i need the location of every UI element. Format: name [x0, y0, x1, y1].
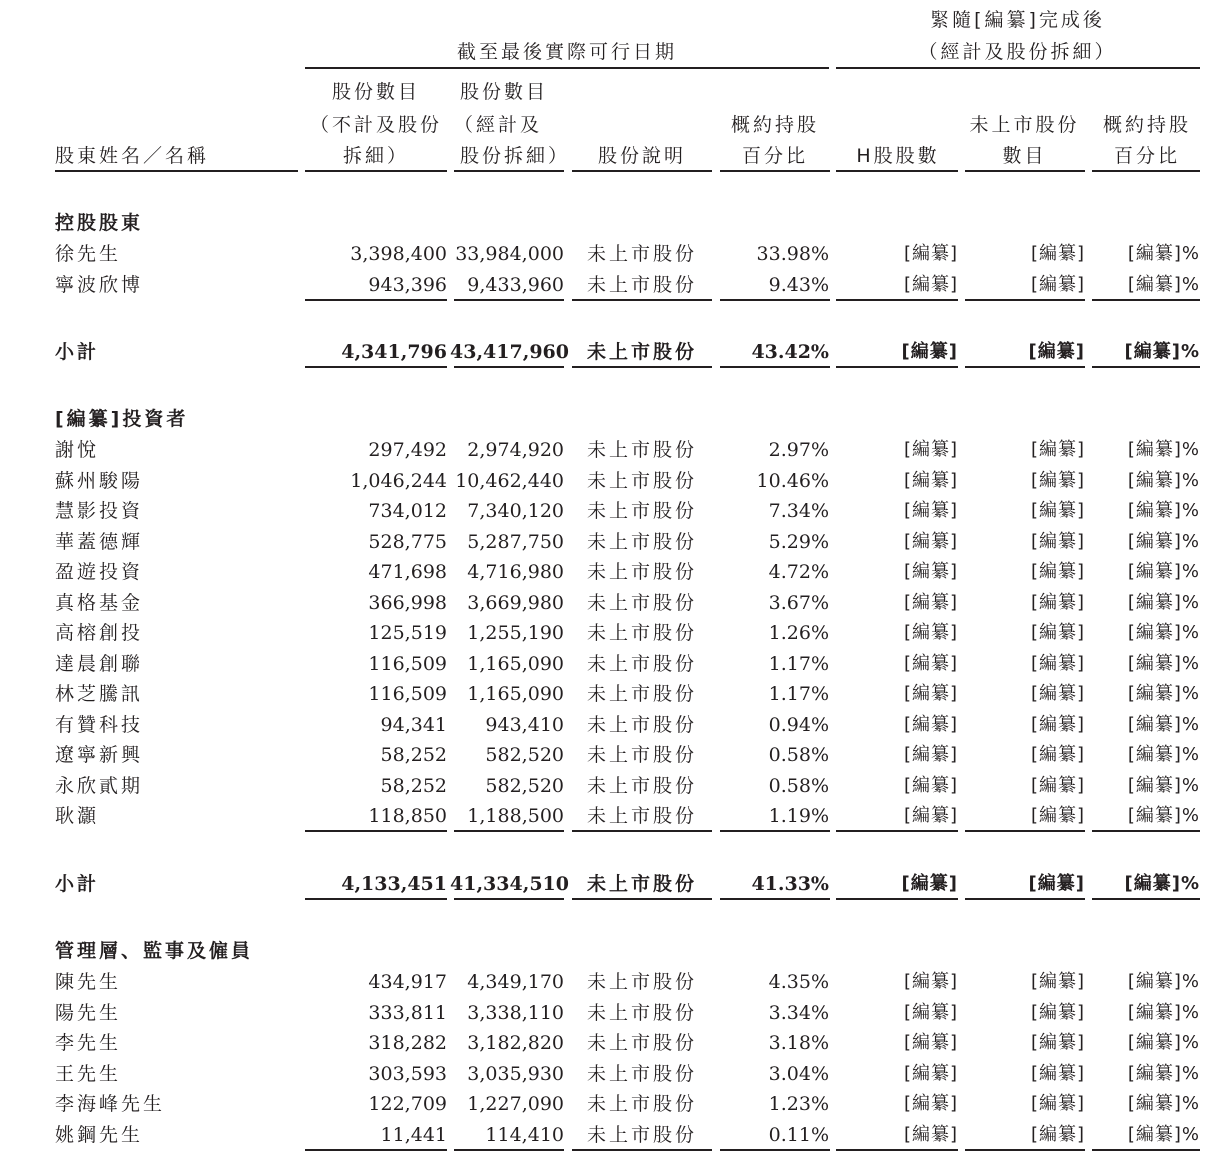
shares-before-split: 303,593	[368, 1062, 447, 1085]
shares-after-split: 943,410	[485, 713, 564, 736]
section-2-end-rule-1	[305, 830, 447, 832]
shareholding-percentage: 4.35%	[768, 971, 829, 993]
shares-after-split: 582,520	[485, 774, 564, 797]
h-shares-redacted: [編纂]	[903, 805, 958, 826]
header-col6-line1: 未上市股份	[969, 114, 1080, 136]
shares-before-split: 122,709	[368, 1093, 447, 1115]
shareholder-name: 陽先生	[55, 1001, 122, 1024]
share-description: 未上市股份	[586, 622, 697, 644]
section-3-end-rule-2	[454, 1149, 564, 1151]
shares-after-split: 582,520	[485, 744, 564, 766]
h-shares-redacted: [編纂]	[903, 469, 958, 491]
h-shares-redacted: [編纂]	[903, 530, 958, 552]
shareholder-name: 達晨創聯	[55, 652, 144, 675]
unlisted-shares-redacted: [編纂]	[1030, 683, 1085, 704]
shares-after-split: 1,255,190	[467, 622, 564, 644]
header-group-left: 截至最後實際可行日期	[456, 41, 677, 63]
section-2-end-rule-2	[454, 830, 564, 832]
shares-before-split: 125,519	[368, 622, 447, 644]
percentage-redacted: [編纂]%	[1127, 1062, 1200, 1084]
table-row	[0, 1028, 1206, 1058]
shares-after-split: 1,165,090	[467, 652, 564, 675]
shares-after-split: 5,287,750	[467, 530, 564, 553]
section-2-end-rule-7	[1092, 830, 1200, 832]
h-shares-redacted: [編纂]	[903, 1123, 958, 1145]
header-rule-col5	[836, 170, 958, 172]
unlisted-shares-redacted: [編纂]	[1030, 591, 1085, 613]
h-shares-redacted: [編纂]	[903, 273, 958, 295]
shareholder-name: 姚鋼先生	[55, 1123, 144, 1146]
shares-after-split: 4,716,980	[467, 561, 564, 583]
table-row	[0, 618, 1206, 648]
shares-before-split: 528,775	[368, 530, 447, 553]
percentage-redacted: [編纂]%	[1127, 561, 1200, 582]
share-description: 未上市股份	[586, 561, 697, 583]
header-group-right-rule	[836, 67, 1200, 69]
subtotal-2-rule-3	[572, 898, 712, 900]
shareholder-name: 耿灝	[55, 805, 100, 827]
share-description: 未上市股份	[586, 273, 697, 296]
unlisted-shares-redacted: [編纂]	[1030, 1032, 1085, 1053]
table-row	[0, 1089, 1206, 1119]
subtotal-2-rule-2	[454, 898, 564, 900]
h-shares-redacted: [編纂]	[903, 500, 958, 521]
section-title: 管理層、監事及僱員	[55, 940, 254, 962]
shareholder-name: 陳先生	[55, 971, 122, 993]
share-description: 未上市股份	[586, 1032, 697, 1054]
table-row	[0, 239, 1206, 269]
unlisted-shares-redacted: [編纂]	[1030, 243, 1085, 264]
unlisted-shares-redacted: [編纂]	[1030, 500, 1085, 521]
unlisted-shares-redacted: [編纂]	[1030, 652, 1085, 674]
shareholding-percentage: 5.29%	[768, 530, 829, 553]
shareholding-percentage: 1.23%	[768, 1093, 829, 1115]
percentage-redacted: [編纂]%	[1127, 971, 1200, 992]
percentage-redacted: [編纂]%	[1127, 774, 1200, 796]
percentage-redacted: [編纂]%	[1127, 683, 1200, 704]
unlisted-shares-redacted: [編纂]	[1030, 805, 1085, 826]
share-description: 未上市股份	[586, 774, 697, 797]
share-description: 未上市股份	[586, 971, 697, 993]
shares-before-split: 118,850	[368, 805, 447, 827]
unlisted-shares-redacted: [編纂]	[1030, 1123, 1085, 1145]
h-shares-redacted: [編纂]	[903, 744, 958, 765]
section-2-end-rule-6	[965, 830, 1085, 832]
unlisted-shares-redacted: [編纂]	[1030, 1093, 1085, 1114]
section-3-end-rule-3	[572, 1149, 712, 1151]
header-col2-line1: 股份數目	[460, 81, 549, 103]
subtotal-1-rule-3	[572, 366, 712, 368]
shareholder-name: 蘇州駿陽	[55, 469, 144, 492]
share-description: 未上市股份	[586, 469, 697, 492]
h-shares-redacted: [編纂]	[903, 1093, 958, 1114]
unlisted-shares-redacted: [編纂]	[1030, 469, 1085, 491]
section-3-end-rule-7	[1092, 1149, 1200, 1151]
shares-after-split: 1,227,090	[467, 1093, 564, 1115]
h-shares-redacted: [編纂]	[903, 1062, 958, 1084]
shareholding-percentage: 3.67%	[768, 591, 829, 614]
shareholding-percentage: 1.19%	[768, 805, 829, 827]
header-col2-line2: （經計及	[454, 114, 543, 136]
unlisted-shares-redacted: [編纂]	[1028, 341, 1085, 362]
percentage-redacted: [編纂]%	[1127, 469, 1200, 491]
header-col5: H股股數	[856, 145, 940, 167]
unlisted-shares-redacted: [編纂]	[1030, 744, 1085, 765]
header-col1-line3: 拆細）	[342, 145, 409, 167]
percentage-redacted: [編纂]%	[1127, 622, 1200, 643]
header-rule-col1	[305, 170, 447, 172]
section-2-end-rule-5	[836, 830, 958, 832]
subtotal-1-rule-4	[720, 366, 830, 368]
section-1-end-rule-6	[965, 299, 1085, 301]
subtotal-2-rule-4	[720, 898, 830, 900]
percentage-redacted: [編纂]%	[1127, 652, 1200, 674]
table-row	[0, 801, 1206, 831]
unlisted-shares-redacted: [編纂]	[1030, 273, 1085, 295]
header-col1-line2: （不計及股份	[309, 114, 442, 136]
header-rule-col6	[965, 170, 1085, 172]
shareholding-percentage: 1.17%	[768, 683, 829, 705]
subtotal-1-rule-7	[1092, 366, 1200, 368]
shares-before-split: 116,509	[368, 683, 447, 705]
shareholding-percentage: 0.58%	[768, 744, 829, 766]
header-col4-line1: 概約持股	[730, 114, 819, 136]
h-shares-redacted: [編纂]	[903, 713, 958, 735]
shares-after-split: 114,410	[485, 1123, 564, 1146]
percentage-redacted: [編纂]%	[1127, 713, 1200, 735]
shareholder-name: 林芝騰訊	[55, 683, 144, 705]
shares-before-split: 1,046,244	[350, 469, 447, 492]
subtotal-1-rule-1	[305, 366, 447, 368]
subtotal-2-rule-5	[836, 898, 958, 900]
table-row	[0, 435, 1206, 465]
h-shares-redacted: [編纂]	[903, 683, 958, 704]
shares-before-split: 333,811	[368, 1001, 447, 1024]
shares-after-split: 1,165,090	[467, 683, 564, 705]
shareholder-name: 李海峰先生	[55, 1093, 166, 1115]
table-row	[0, 588, 1206, 618]
shareholding-percentage: 7.34%	[768, 500, 829, 522]
percentage-redacted: [編纂]%	[1127, 1032, 1200, 1053]
shares-after-split: 41,334,510	[450, 873, 569, 895]
h-shares-redacted: [編纂]	[903, 774, 958, 796]
h-shares-redacted: [編纂]	[903, 561, 958, 582]
shareholder-name: 李先生	[55, 1032, 122, 1054]
shareholder-name: 遼寧新興	[55, 744, 144, 766]
shareholding-percentage: 41.33%	[751, 873, 829, 895]
subtotal-2-rule-7	[1092, 898, 1200, 900]
subtotal-1-rule-5	[836, 366, 958, 368]
shareholding-percentage: 3.18%	[768, 1032, 829, 1054]
h-shares-redacted: [編纂]	[903, 591, 958, 613]
share-description: 未上市股份	[586, 530, 697, 553]
shareholding-percentage: 1.17%	[768, 652, 829, 675]
table-row	[0, 710, 1206, 740]
percentage-redacted: [編纂]%	[1127, 1123, 1200, 1145]
shares-before-split: 943,396	[368, 273, 447, 296]
subtotal-1-rule-2	[454, 366, 564, 368]
shares-before-split: 366,998	[368, 591, 447, 614]
percentage-redacted: [編纂]%	[1127, 805, 1200, 826]
header-group-left-rule	[305, 67, 829, 69]
shareholder-name: 慧影投資	[55, 500, 144, 522]
shareholding-percentage: 3.34%	[768, 1001, 829, 1024]
header-rule-col2	[454, 170, 564, 172]
shares-before-split: 58,252	[380, 744, 447, 766]
shareholder-name: 寧波欣博	[55, 273, 144, 296]
section-2-end-rule-4	[720, 830, 830, 832]
table-row	[0, 1059, 1206, 1089]
h-shares-redacted: [編纂]	[903, 243, 958, 264]
section-2-end-rule-3	[572, 830, 712, 832]
shares-before-split: 297,492	[368, 439, 447, 461]
unlisted-shares-redacted: [編纂]	[1030, 530, 1085, 552]
percentage-redacted: [編纂]%	[1127, 591, 1200, 613]
section-title: [編纂]投資者	[55, 408, 189, 430]
shares-before-split: 471,698	[368, 561, 447, 583]
shareholder-name: 徐先生	[55, 243, 122, 265]
shares-after-split: 10,462,440	[455, 469, 564, 492]
shares-after-split: 1,188,500	[467, 805, 564, 827]
shares-before-split: 3,398,400	[350, 243, 447, 265]
unlisted-shares-redacted: [編纂]	[1030, 1001, 1085, 1023]
percentage-redacted: [編纂]%	[1127, 1093, 1200, 1114]
header-col-name: 股東姓名／名稱	[55, 145, 210, 167]
header-col4-line2: 百分比	[741, 145, 808, 167]
shareholding-percentage: 0.11%	[768, 1123, 829, 1146]
table-row	[0, 557, 1206, 587]
unlisted-shares-redacted: [編纂]	[1030, 971, 1085, 992]
header-group-right-line1: 緊隨[編纂]完成後	[930, 9, 1105, 31]
h-shares-redacted: [編纂]	[901, 873, 958, 894]
percentage-redacted: [編纂]%	[1127, 439, 1200, 460]
table-row	[0, 998, 1206, 1028]
shareholder-name: 謝悅	[55, 439, 100, 461]
share-description: 未上市股份	[586, 1062, 697, 1085]
shares-after-split: 7,340,120	[467, 500, 564, 522]
shares-before-split: 4,341,796	[341, 341, 447, 363]
percentage-redacted: [編纂]%	[1127, 530, 1200, 552]
section-title: 控股股東	[55, 212, 144, 234]
section-3-end-rule-4	[720, 1149, 830, 1151]
percentage-redacted: [編纂]%	[1127, 243, 1200, 264]
shares-before-split: 94,341	[380, 713, 447, 736]
percentage-redacted: [編纂]%	[1127, 744, 1200, 765]
shareholding-percentage: 4.72%	[768, 561, 829, 583]
share-description: 未上市股份	[586, 439, 697, 461]
share-description: 未上市股份	[586, 341, 697, 363]
shareholder-name: 小計	[55, 873, 100, 895]
percentage-redacted: [編纂]%	[1127, 500, 1200, 521]
share-description: 未上市股份	[586, 1123, 697, 1146]
header-group-right-line2: （經計及股份拆細）	[918, 41, 1117, 63]
subtotal-2-rule-1	[305, 898, 447, 900]
header-rule-col7	[1092, 170, 1200, 172]
section-1-end-rule-5	[836, 299, 958, 301]
share-description: 未上市股份	[586, 591, 697, 614]
h-shares-redacted: [編纂]	[901, 341, 958, 362]
shares-before-split: 434,917	[368, 971, 447, 993]
share-description: 未上市股份	[586, 683, 697, 705]
section-1-end-rule-3	[572, 299, 712, 301]
section-3-end-rule-5	[836, 1149, 958, 1151]
share-description: 未上市股份	[586, 1001, 697, 1024]
shares-before-split: 58,252	[380, 774, 447, 797]
table-row	[0, 496, 1206, 526]
shareholding-percentage: 43.42%	[751, 341, 829, 363]
shares-after-split: 43,417,960	[450, 341, 569, 363]
percentage-redacted: [編纂]%	[1127, 1001, 1200, 1023]
table-row	[0, 527, 1206, 557]
shareholder-name: 有贊科技	[55, 713, 144, 736]
unlisted-shares-redacted: [編纂]	[1028, 873, 1085, 894]
subtotal-1-rule-6	[965, 366, 1085, 368]
header-rule-name	[55, 170, 298, 172]
shareholder-name: 小計	[55, 341, 100, 363]
share-description: 未上市股份	[586, 243, 697, 265]
shares-before-split: 4,133,451	[341, 873, 447, 895]
shares-after-split: 3,182,820	[467, 1032, 564, 1054]
shareholding-percentage: 10.46%	[756, 469, 829, 492]
shares-before-split: 734,012	[368, 500, 447, 522]
percentage-redacted: [編纂]%	[1124, 873, 1200, 894]
shareholder-name: 永欣貳期	[55, 774, 144, 797]
h-shares-redacted: [編纂]	[903, 1001, 958, 1023]
shares-after-split: 3,669,980	[467, 591, 564, 614]
h-shares-redacted: [編纂]	[903, 971, 958, 992]
header-col7-line2: 百分比	[1113, 145, 1180, 167]
shares-after-split: 2,974,920	[467, 439, 564, 461]
share-description: 未上市股份	[586, 713, 697, 736]
shares-after-split: 33,984,000	[455, 243, 564, 265]
subtotal-row	[0, 337, 1206, 367]
shareholding-percentage: 1.26%	[768, 622, 829, 644]
h-shares-redacted: [編纂]	[903, 652, 958, 674]
unlisted-shares-redacted: [編纂]	[1030, 1062, 1085, 1084]
section-1-end-rule-1	[305, 299, 447, 301]
shareholding-percentage: 9.43%	[768, 273, 829, 296]
header-col2-line3: 股份拆細）	[460, 145, 571, 167]
table-row	[0, 1120, 1206, 1150]
table-row	[0, 679, 1206, 709]
section-3-end-rule-1	[305, 1149, 447, 1151]
shares-after-split: 4,349,170	[467, 971, 564, 993]
share-description: 未上市股份	[586, 652, 697, 675]
header-col6-line2: 數目	[1002, 145, 1047, 167]
shareholder-name: 盈遊投資	[55, 561, 144, 583]
shareholder-name: 高榕創投	[55, 622, 144, 644]
share-description: 未上市股份	[586, 873, 697, 895]
share-description: 未上市股份	[586, 744, 697, 766]
section-1-end-rule-7	[1092, 299, 1200, 301]
shareholding-percentage: 0.58%	[768, 774, 829, 797]
h-shares-redacted: [編纂]	[903, 622, 958, 643]
table-row	[0, 967, 1206, 997]
percentage-redacted: [編纂]%	[1127, 273, 1200, 295]
subtotal-2-rule-6	[965, 898, 1085, 900]
unlisted-shares-redacted: [編纂]	[1030, 774, 1085, 796]
table-row	[0, 466, 1206, 496]
shareholding-percentage: 33.98%	[756, 243, 829, 265]
header-rule-col3	[572, 170, 712, 172]
header-col1-line1: 股份數目	[331, 81, 420, 103]
percentage-redacted: [編纂]%	[1124, 341, 1200, 362]
table-row	[0, 649, 1206, 679]
share-description: 未上市股份	[586, 1093, 697, 1115]
share-description: 未上市股份	[586, 805, 697, 827]
shares-before-split: 116,509	[368, 652, 447, 675]
unlisted-shares-redacted: [編纂]	[1030, 439, 1085, 460]
unlisted-shares-redacted: [編纂]	[1030, 561, 1085, 582]
shareholding-percentage: 2.97%	[768, 439, 829, 461]
unlisted-shares-redacted: [編纂]	[1030, 713, 1085, 735]
table-row	[0, 771, 1206, 801]
section-3-end-rule-6	[965, 1149, 1085, 1151]
subtotal-row	[0, 869, 1206, 899]
section-1-end-rule-4	[720, 299, 830, 301]
shareholder-name: 華蓋德輝	[55, 530, 144, 553]
shareholder-name: 王先生	[55, 1062, 122, 1085]
header-rule-col4	[720, 170, 830, 172]
shares-after-split: 3,338,110	[467, 1001, 564, 1024]
header-col3: 股份說明	[597, 145, 686, 167]
shareholding-percentage: 3.04%	[768, 1062, 829, 1085]
shares-after-split: 3,035,930	[467, 1062, 564, 1085]
unlisted-shares-redacted: [編纂]	[1030, 622, 1085, 643]
table-row	[0, 270, 1206, 300]
shares-before-split: 318,282	[368, 1032, 447, 1054]
table-row	[0, 740, 1206, 770]
section-1-end-rule-2	[454, 299, 564, 301]
share-description: 未上市股份	[586, 500, 697, 522]
shares-after-split: 9,433,960	[467, 273, 564, 296]
shareholder-name: 真格基金	[55, 591, 144, 614]
shares-before-split: 11,441	[380, 1123, 447, 1146]
shareholding-percentage: 0.94%	[768, 713, 829, 736]
h-shares-redacted: [編纂]	[903, 439, 958, 460]
header-col7-line1: 概約持股	[1102, 114, 1191, 136]
h-shares-redacted: [編纂]	[903, 1032, 958, 1053]
